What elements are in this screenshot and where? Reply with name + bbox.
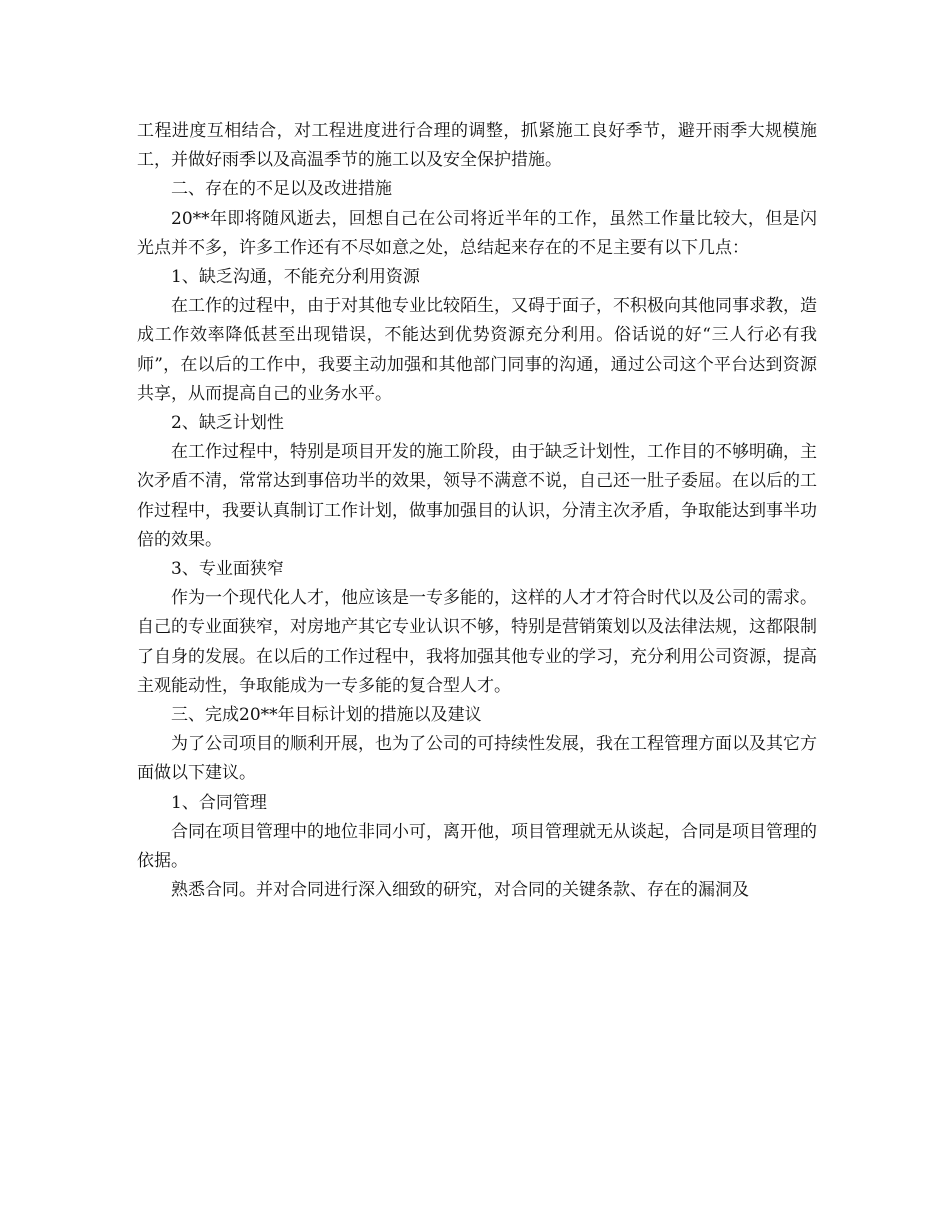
- paragraph-specialty: 作为一个现代化人才，他应该是一专多能的，这样的人才才符合时代以及公司的需求。自己的专业面狭窄，对房地产其它专业认识不够，特别是营销策划以及法律法规，这都限制了自身的发展。在以后的工作过程中，我将加强其他专业的学习，充分利用公司资源，提高主观能动性，争取能成为一专多能的复合型人才。: [137, 588, 817, 696]
- paragraph-year-review: 20**年即将随风逝去，回想自己在公司将近半年的工作，虽然工作量比较大，但是闪光点并不多，许多工作还有不尽如意之处，总结起来存在的不足主要有以下几点：: [137, 208, 817, 258]
- subheading-communication: 1、缺乏沟通，不能充分利用资源: [171, 267, 420, 288]
- section-heading-shortcomings: 二、存在的不足以及改进措施: [171, 179, 392, 200]
- section-heading-goals: 三、完成20**年目标计划的措施以及建议: [171, 705, 482, 726]
- paragraph-suggestions-intro: 为了公司项目的顺利开展，也为了公司的可持续性发展，我在工程管理方面以及其它方面做以下建议。: [137, 734, 817, 784]
- subheading-specialty: 3、专业面狭窄: [171, 559, 284, 580]
- paragraph-contract-importance: 合同在项目管理中的地位非同小可，离开他，项目管理就无从谈起，合同是项目管理的依据。: [137, 821, 817, 872]
- paragraph-communication: 在工作的过程中，由于对其他专业比较陌生，又碍于面子，不积极向其他同事求教，造成工作效率降低甚至出现错误，不能达到优势资源充分利用。俗话说的好“三人行必有我师”，在以后的工作中，我要主动加强和其他部门同事的沟通，通过公司这个平台达到资源共享，从而提高自己的业务水平。: [137, 296, 817, 404]
- subheading-contract-management: 1、合同管理: [171, 792, 267, 813]
- paragraph-schedule-continuation: 工程进度互相结合，对工程进度进行合理的调整，抓紧施工良好季节，避开雨季大规模施工，并做好雨季以及高温季节的施工以及安全保护措施。: [137, 121, 817, 171]
- document-page: [137, 117, 817, 905]
- paragraph-planning: 在工作过程中，特别是项目开发的施工阶段，由于缺乏计划性，工作目的不够明确，主次矛盾不清，常常达到事倍功半的效果，领导不满意不说，自己还一肚子委屈。在以后的工作过程中，我要认真制订工作计划，做事加强目的认识，分清主次矛盾，争取能达到事半功倍的效果。: [137, 442, 817, 550]
- paragraph-contract-familiarize: 熟悉合同。并对合同进行深入细致的研究，对合同的关键条款、存在的漏洞及: [171, 880, 749, 901]
- subheading-planning: 2、缺乏计划性: [171, 413, 284, 434]
